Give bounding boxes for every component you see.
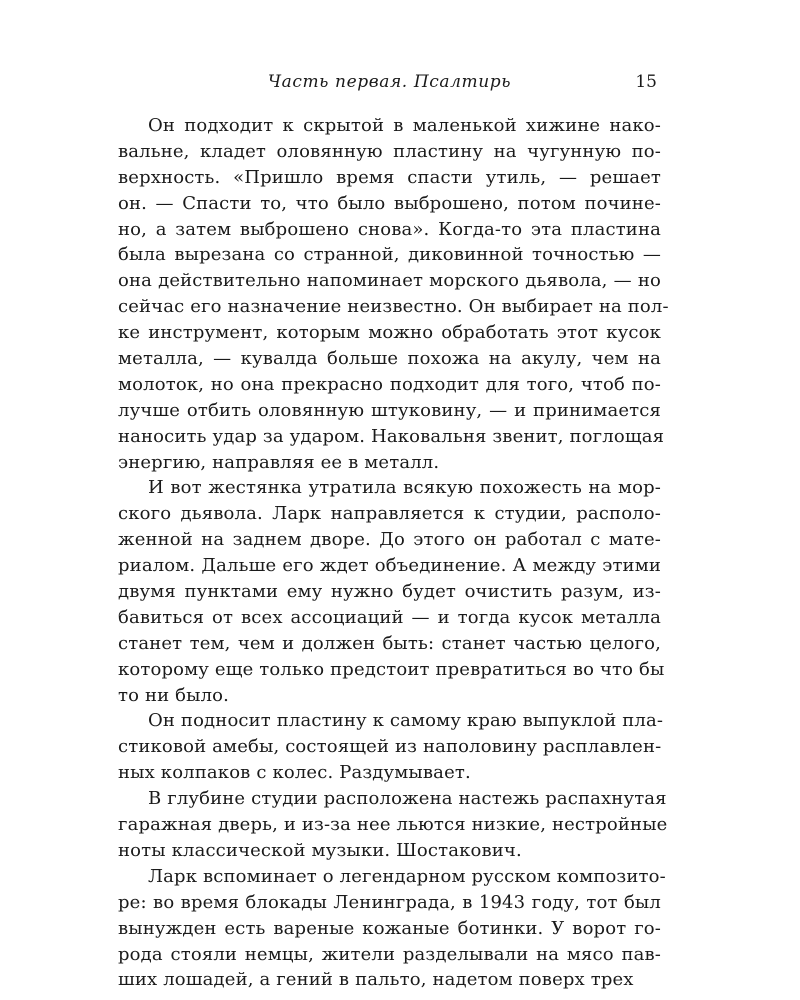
text-line: станет тем, чем и должен быть: станет частью целого, [118,632,661,654]
text-line: ского дьявола. Ларк направляется к студии, располо- [118,503,661,525]
text-line: но, а затем выброшено снова». Когда-то эта пластина [118,218,661,240]
text-line: то ни было. [118,684,230,706]
text-line: ре: во время блокады Ленинграда, в 1943 году, тот был [118,891,661,913]
text-line: Ларк вспоминает о легендарном русском композито- [148,865,666,887]
text-line: сейчас его назначение неизвестно. Он выбирает на пол- [118,296,669,318]
text-line: лучше отбить оловянную штуковину, — и принимается [118,399,661,421]
text-line: молоток, но она прекрасно подходит для того, чтоб по- [118,373,661,395]
page-number: 15 [635,72,657,92]
text-line: наносить удар за ударом. Наковальня звенит, поглощая [118,425,665,447]
text-line: В глубине студии расположена настежь распахнутая [148,788,667,810]
text-line: Он подходит к скрытой в маленькой хижине нако- [148,115,661,136]
text-line: риалом. Дальше его ждет объединение. А между этими [118,555,661,577]
text-line: вынужден есть вареные кожаные ботинки. У ворот го- [118,917,661,939]
paragraph [118,708,664,786]
text-line: он. — Спасти то, что было выброшено, потом починe- [118,192,661,214]
text-line: женной на заднем дворе. До этого он работал с мате- [118,529,661,551]
paragraph [118,864,666,993]
text-line: энергию, направляя ее в металл. [118,451,440,473]
text-line: Он подносит пластину к самому краю выпуклой пла- [148,710,664,732]
paragraph [118,113,669,475]
running-header [118,72,661,96]
text-line: верхность. «Пришло время спасти утиль, — решает [118,166,661,188]
text-line: гаражная дверь, и из-за нее льются низкие, нестройные [118,814,668,836]
text-line: она действительно напоминает морского дьявола, — но [118,270,661,292]
paragraph [118,786,668,864]
text-line: И вот жестянка утратила всякую похожесть на мор- [148,477,661,499]
body-text [118,113,669,993]
text-line: вальне, кладет оловянную пластину на чугунную по- [118,140,661,162]
paragraph [118,475,665,708]
text-line: ке инструмент, которым можно обработать этот кусок [118,322,661,344]
running-title: Часть первая. Псалтирь [267,72,512,92]
text-line: которому еще только предстоит превратиться во что бы [118,658,665,680]
text-line: бавиться от всех ассоциаций — и тогда кусок металла [118,606,661,628]
text-line: металла, — кувалда больше похожа на акулу, чем на [118,348,661,370]
text-line: ных колпаков с колес. Раздумывает. [118,762,471,784]
text-line: была вырезана со странной, диковинной точностью — [118,244,661,266]
text-line: ших лошадей, а гений в пальто, надетом поверх трех [118,969,634,991]
text-line: ноты классической музыки. Шостакович. [118,839,522,861]
text-line: двумя пунктами ему нужно будет очистить разум, из- [118,581,661,603]
text-line: рода стояли немцы, жители разделывали на мясо пав- [118,943,661,965]
text-line: стиковой амебы, состоящей из наполовину расплавлен- [118,736,662,758]
